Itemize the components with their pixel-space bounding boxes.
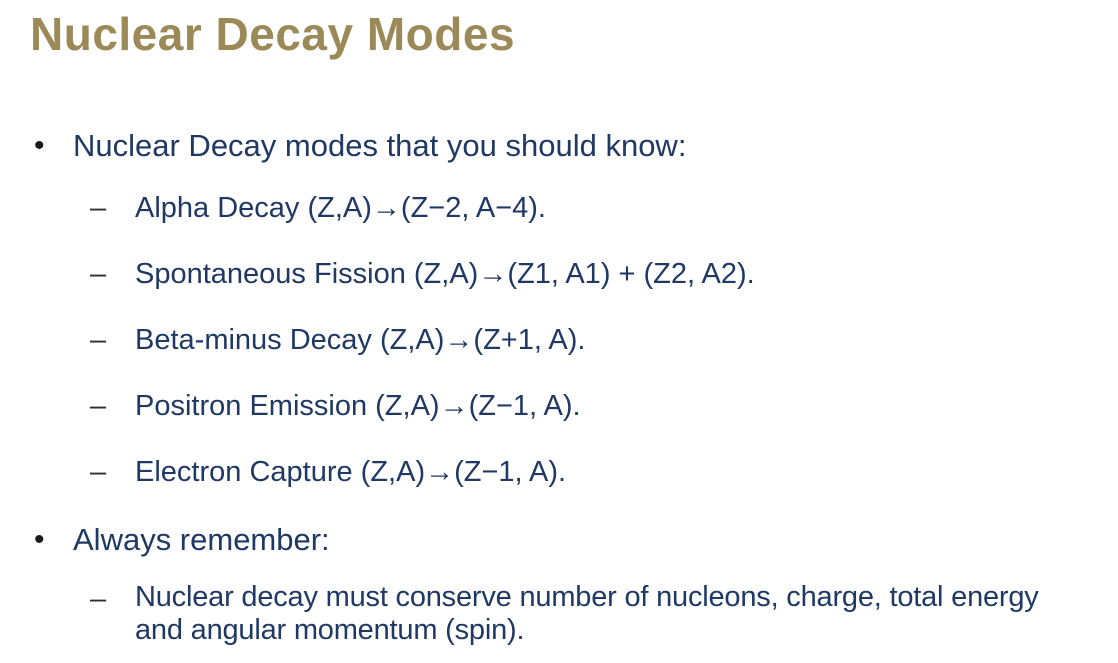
sub-bullet-text: Electron Capture (Z,A)→(Z−1, A).: [135, 455, 567, 488]
sub-bullet-text: Nuclear decay must conserve number of nucleons, charge, total energy and angular momentum (spin).: [135, 580, 1039, 646]
sub-bullet-text: Positron Emission (Z,A)→(Z−1, A).: [135, 389, 581, 422]
bullet-label: Always remember:: [73, 521, 330, 557]
sub-bullet-text: Beta-minus Decay (Z,A)→(Z+1, A).: [135, 323, 586, 356]
round-bullet-icon: •: [34, 128, 45, 162]
bullet-item-decay-modes: [28, 127, 1090, 165]
slide-title: Nuclear Decay Modes: [30, 8, 516, 60]
dash-bullet-icon: –: [90, 389, 107, 422]
sub-bullet-beta-minus-decay: [90, 322, 1090, 358]
sub-bullet-spontaneous-fission: [90, 256, 1090, 292]
sub-bullet-positron-emission: [90, 388, 1090, 424]
dash-bullet-icon: –: [90, 323, 107, 356]
sub-bullet-text: Spontaneous Fission (Z,A)→(Z1, A1) + (Z2, A2).: [135, 257, 755, 290]
bullet-label: Nuclear Decay modes that you should know:: [73, 127, 687, 163]
round-bullet-icon: •: [34, 522, 45, 556]
sub-bullet-text: Alpha Decay (Z,A)→(Z−2, A−4).: [135, 191, 546, 224]
sub-bullet-alpha-decay: [90, 190, 1090, 226]
sub-bullet-conservation-note: [90, 581, 1090, 647]
bullet-item-always-remember: [28, 521, 1090, 559]
sub-bullet-electron-capture: [90, 454, 1090, 490]
dash-bullet-icon: –: [90, 191, 107, 224]
dash-bullet-icon: –: [90, 582, 107, 615]
dash-bullet-icon: –: [90, 257, 107, 290]
dash-bullet-icon: –: [90, 455, 107, 488]
